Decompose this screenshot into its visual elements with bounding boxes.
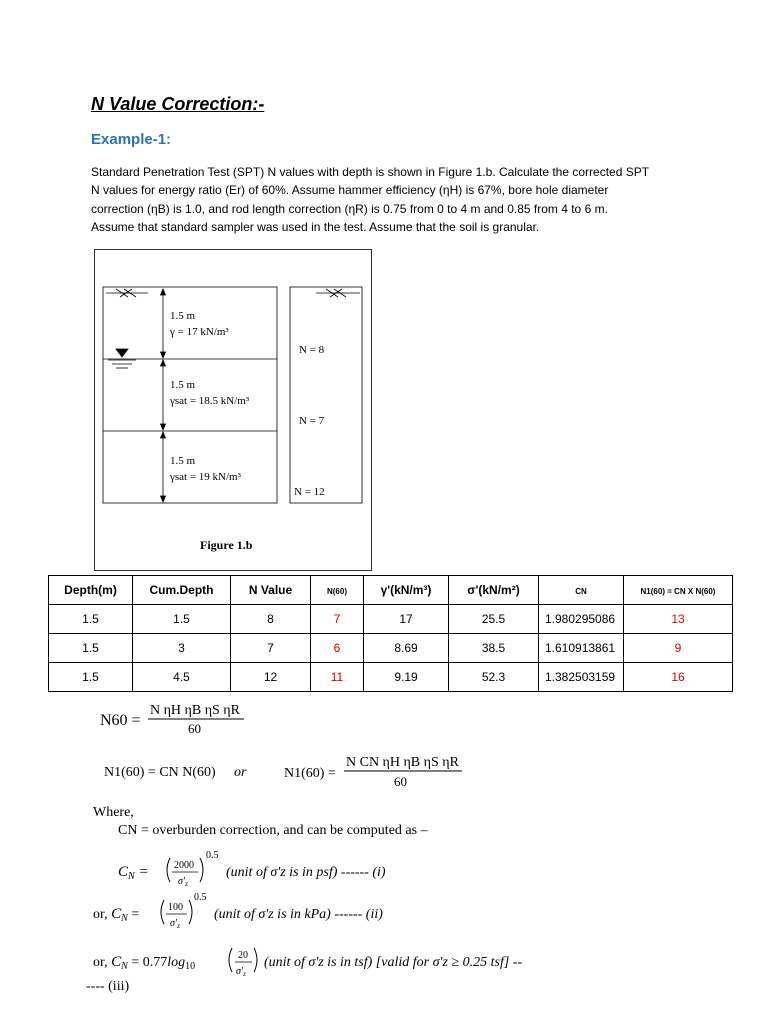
layer-1-thickness: 1.5 m	[170, 310, 196, 322]
layer-2-weight: γsat = 18.5 kN/m³	[170, 395, 250, 407]
layer-3-weight: γsat = 19 kN/m³	[170, 471, 241, 483]
water-table-icon	[108, 349, 136, 368]
n60-denominator: 60	[188, 721, 201, 736]
formula-area	[0, 690, 768, 1024]
problem-line-4: Assume that standard sampler was used in the test. Assume that the soil is granular.	[91, 219, 540, 234]
col-cum-depth: Cum.Depth	[133, 576, 231, 605]
example-heading: Example-1:	[91, 131, 172, 148]
eq3-numerator: 20	[238, 950, 248, 961]
col-depth: Depth(m)	[49, 576, 133, 605]
svg-text:σ'z: $\sigma'_z$	[170, 918, 180, 930]
n60-lhs: N60 =	[100, 712, 141, 729]
page-title: N Value Correction:-	[91, 94, 265, 114]
problem-line-3: correction (ηB) is 1.0, and rod length correction (ηR) is 0.75 from 0 to 4 m and 0.85 from 4 to 6 m.	[91, 201, 608, 216]
n160-equation-a: N1(60) = CN N(60)	[104, 765, 216, 780]
table-header-row	[49, 576, 733, 605]
n160-numerator: N CN ηH ηB ηS ηR	[346, 755, 459, 770]
eq2-lhs: or, $C_N$ =	[93, 906, 140, 924]
cn-definition: CN = overburden correction, and can be computed as –	[118, 823, 428, 838]
or-word: or	[234, 765, 247, 780]
eq3-note: (unit of σ'z is in tsf) [valid for σ'z ≥ 0.25 tsf] --	[264, 955, 523, 970]
n-value-1: N = 8	[299, 344, 325, 356]
n60-numerator: N ηH ηB ηS ηR	[150, 703, 240, 718]
problem-line-2: N values for energy ratio (Er) of 60%. Assume hammer efficiency (ηH) is 67%, bore hole diameter	[91, 183, 609, 198]
soil-profile-diagram	[94, 249, 372, 571]
table-row: 1.5 1.5 8 7 17 25.5 1.980295086 13	[49, 605, 733, 634]
col-n-value: N Value	[231, 576, 311, 605]
where-label: Where,	[93, 805, 134, 820]
col-cn: CN	[539, 576, 624, 605]
svg-text:0.5: 0.5	[194, 892, 207, 903]
eq1-lhs: $C_N$ =	[118, 864, 149, 882]
n-value-2: N = 7	[299, 415, 325, 427]
spt-correction-table	[48, 575, 733, 692]
svg-text:σ'z: $\sigma'_z$	[178, 876, 188, 888]
eq2-numerator: 100	[168, 902, 183, 913]
col-sigma: σ'(kN/m²)	[449, 576, 539, 605]
n160-lhs: N1(60) =	[284, 766, 336, 781]
soil-profile-figure	[94, 249, 372, 571]
svg-text:0.5: 0.5	[206, 850, 219, 861]
eq1-note: (unit of σ'z is in psf) ------ (i)	[226, 865, 386, 880]
layer-3-thickness: 1.5 m	[170, 455, 196, 467]
eq3-lhs: or, $C_N = 0.77\log_{10}$	[93, 954, 196, 972]
svg-text:σ'z: $\sigma'_z$	[236, 966, 246, 978]
layer-1-weight: γ = 17 kN/m³	[170, 326, 229, 338]
problem-statement	[91, 163, 691, 236]
n-value-3: N = 12	[294, 486, 325, 498]
figure-caption: Figure 1.b	[200, 538, 253, 552]
col-gamma: γ'(kN/m³)	[364, 576, 449, 605]
ground-surface-icon	[106, 289, 360, 297]
n160-denominator: 60	[394, 774, 407, 789]
eq3-tail: ---- (iii)	[86, 979, 130, 994]
col-n60: N(60)	[311, 576, 364, 605]
eq1-numerator: 2000	[174, 860, 194, 871]
dimension-arrows	[161, 289, 166, 502]
layer-2-thickness: 1.5 m	[170, 379, 196, 391]
eq2-note: (unit of σ'z is in kPa) ------ (ii)	[214, 907, 383, 922]
col-n160: N1(60) = CN X N(60)	[624, 576, 733, 605]
problem-line-1: Standard Penetration Test (SPT) N values with depth is shown in Figure 1.b. Calculate the corrected SPT	[91, 165, 650, 179]
table-row: 1.5 3 7 6 8.69 38.5 1.610913861 9	[49, 634, 733, 663]
table-row: 1.5 4.5 12 11 9.19 52.3 1.382503159 16	[49, 663, 733, 692]
